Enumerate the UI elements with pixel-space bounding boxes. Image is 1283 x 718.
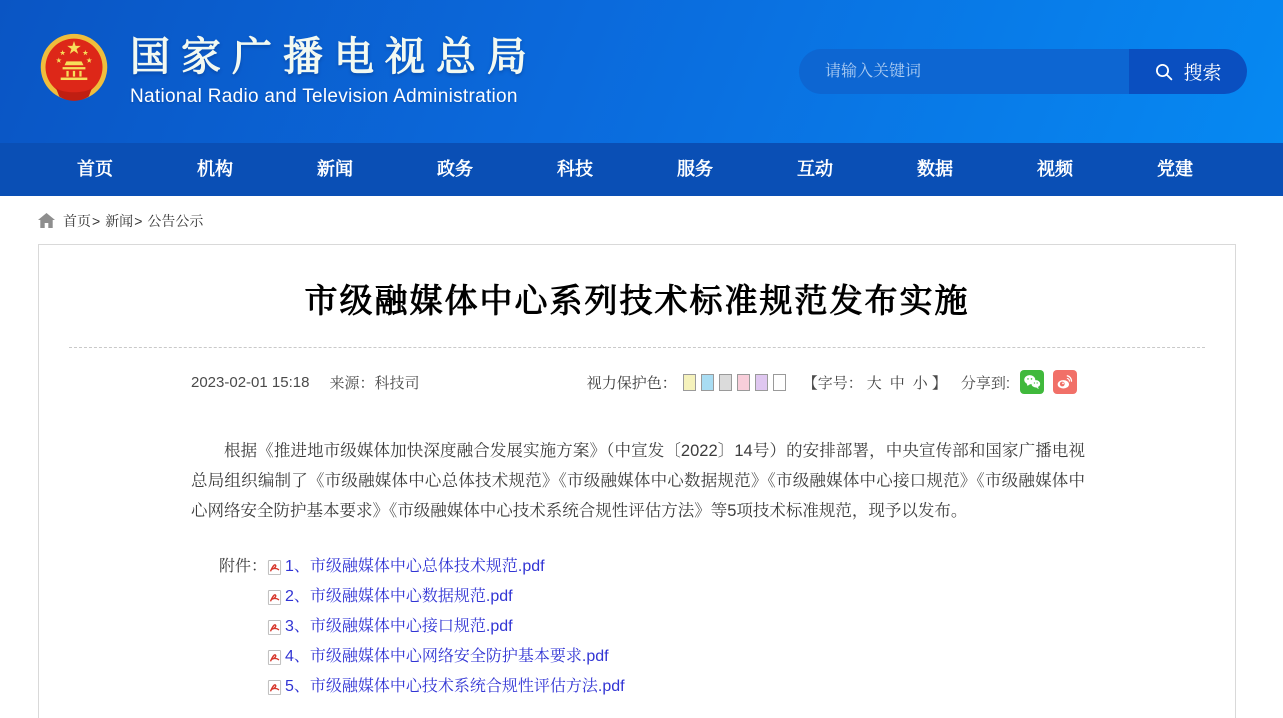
breadcrumb-item-notices[interactable]: 公告公示 — [147, 212, 204, 229]
national-emblem-icon — [36, 31, 112, 112]
eye-protect-swatch-white[interactable] — [773, 374, 786, 391]
attachments-label: 附件： — [219, 558, 268, 575]
main-nav — [0, 143, 1283, 196]
pdf-icon — [267, 619, 282, 636]
font-size-label-prefix: 【字号： — [802, 374, 863, 392]
breadcrumb-item-news[interactable]: 新闻 — [105, 212, 134, 229]
attachment-link-1[interactable] — [267, 552, 625, 582]
nav-item-news[interactable]: 新闻 — [317, 159, 353, 179]
search-button-label: 搜索 — [1183, 63, 1222, 84]
attachment-label: 1、市级融媒体中心总体技术规范.pdf — [285, 558, 545, 575]
wechat-share-icon[interactable] — [1020, 370, 1044, 394]
pdf-icon — [267, 679, 282, 696]
site-header — [0, 0, 1283, 143]
brand-text — [130, 35, 538, 108]
breadcrumb-item-home[interactable]: 首页 — [63, 212, 91, 229]
font-size-small[interactable]: 小 — [912, 374, 928, 392]
nav-item-orgs[interactable]: 机构 — [197, 159, 233, 179]
site-logo-link[interactable] — [36, 31, 538, 112]
attachment-label: 5、市级融媒体中心技术系统合规性评估方法.pdf — [285, 678, 625, 695]
article-meta-row — [39, 370, 1235, 394]
eye-protect-label: 视力保护色： — [586, 374, 677, 392]
eye-protect-swatch-yellow[interactable] — [683, 374, 696, 391]
breadcrumb — [0, 196, 1283, 245]
share-label: 分享到: — [960, 374, 1010, 392]
font-size-label-suffix: 】 — [931, 374, 947, 392]
attachment-link-3[interactable] — [267, 612, 625, 642]
nav-item-service[interactable]: 服务 — [677, 159, 713, 179]
nav-item-home[interactable]: 首页 — [77, 159, 113, 179]
breadcrumb-separator: > — [134, 212, 143, 229]
attachment-label: 3、市级融媒体中心接口规范.pdf — [285, 618, 513, 635]
attachment-label: 2、市级融媒体中心数据规范.pdf — [285, 588, 513, 605]
attachment-list — [267, 552, 625, 702]
attachments-block — [219, 552, 1235, 702]
article-card — [38, 244, 1236, 718]
title-divider — [69, 347, 1205, 348]
attachment-link-5[interactable] — [267, 672, 625, 702]
nav-item-video[interactable]: 视频 — [1037, 159, 1073, 179]
attachment-link-4[interactable] — [267, 642, 625, 672]
eye-protect-swatch-gray[interactable] — [719, 374, 732, 391]
article-title: 市级融媒体中心系列技术标准规范发布实施 — [304, 282, 970, 319]
pdf-icon — [267, 559, 282, 576]
attachment-link-2[interactable] — [267, 582, 625, 612]
eye-protect-swatch-blue[interactable] — [701, 374, 714, 391]
eye-protect-swatch-purple[interactable] — [755, 374, 768, 391]
weibo-share-icon[interactable] — [1053, 370, 1077, 394]
article-toolbar — [587, 370, 1077, 394]
eye-protect-swatch-pink[interactable] — [737, 374, 750, 391]
nav-item-data[interactable]: 数据 — [917, 159, 953, 179]
pdf-icon — [267, 649, 282, 666]
attachment-label: 4、市级融媒体中心网络安全防护基本要求.pdf — [285, 648, 609, 665]
search-button[interactable] — [1129, 49, 1247, 94]
search-box — [799, 49, 1247, 94]
site-title: 国家广播电视总局 — [130, 35, 538, 79]
site-subtitle: National Radio and Television Administration — [130, 86, 518, 107]
search-icon — [1154, 62, 1174, 82]
breadcrumb-separator: > — [92, 212, 101, 229]
nav-item-gov[interactable]: 政务 — [437, 159, 473, 179]
font-size-medium[interactable]: 中 — [889, 374, 905, 392]
article-body: 根据《推进地市级媒体加快深度融合发展实施方案》（中宣发〔2022〕14号）的安排部署，中央宣传部和国家广播电视总局组织编制了《市级融媒体中心总体技术规范》《市级融媒体中心数据规范》《市级融媒体中心接口规范》《市级融媒体中心网络安全防护基本要求》《市级融媒体中心技术系统合规性评估方法》等5项技术标准规范，现予以发布。 — [191, 442, 1085, 520]
article-date: 2023-02-01 15:18 — [191, 373, 310, 391]
home-icon[interactable] — [38, 213, 55, 229]
nav-item-interact[interactable]: 互动 — [797, 159, 833, 179]
nav-item-party[interactable]: 党建 — [1157, 159, 1193, 179]
nav-item-tech[interactable]: 科技 — [557, 159, 593, 179]
search-input[interactable] — [799, 49, 1129, 94]
article-source: 来源：科技司 — [329, 374, 420, 392]
font-size-large[interactable]: 大 — [866, 374, 882, 392]
pdf-icon — [267, 589, 282, 606]
article-meta-left — [191, 372, 419, 393]
